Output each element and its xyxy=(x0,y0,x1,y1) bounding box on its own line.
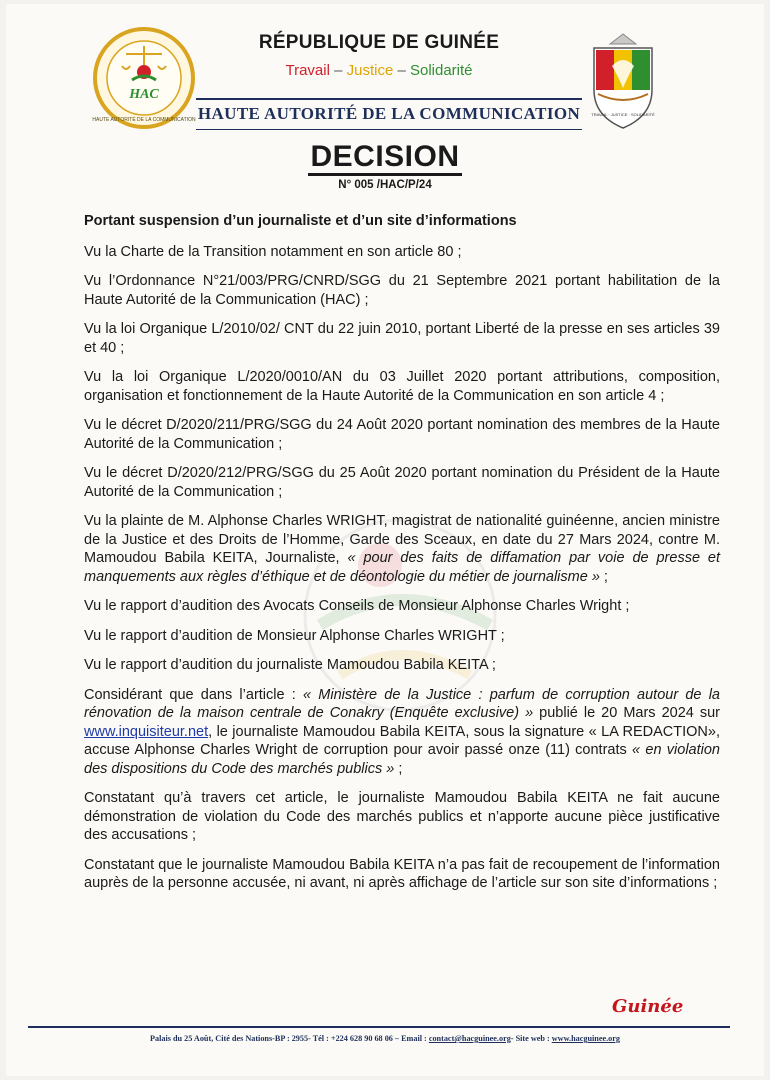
recital-charter: Vu la Charte de la Transition notamment en son article 80 ; xyxy=(84,243,462,260)
considering-end: ; xyxy=(394,760,403,777)
recital-organic-law: Vu la loi Organique L/2020/0010/AN du 03 Juillet 2020 portant attributions, composition, organisation et fonctionnement de la Haute Autorité de la Communication en son article 4 ; xyxy=(84,369,720,404)
considering-accusation: , le journaliste Mamoudou Babila KEITA, sous la signature « LA REDACTION», accuse Alphonse Charles Wright de corruption pour avoir passé onze (11) contrats xyxy=(84,723,720,758)
recital-ordinance: Vu l’Ordonnance N°21/003/PRG/CNRD/SGG du 21 Septembre 2021 portant habilitation de la Haute Autorité de la Communication (HAC) ; xyxy=(84,273,720,308)
considering-article xyxy=(84,686,720,779)
finding-no-evidence: Constatant qu’à travers cet article, le journaliste Mamoudou Babila KEITA ne fait aucune démonstration de violation du Code des marchés publics et n’apporte aucune pièce justificative des accusations ; xyxy=(84,790,720,843)
finding-no-crosscheck: Constatant que le journaliste Mamoudou Babila KEITA n’a pas fait de recoupement de l’information auprès de la personne accusée, ni avant, ni après affichage de l’article sur son site d’informations ; xyxy=(84,856,720,891)
motto-dash: – xyxy=(397,62,406,79)
footer-contact xyxy=(0,1034,770,1043)
motto-justice: Justice xyxy=(346,62,394,79)
motto-travail: Travail xyxy=(285,62,330,79)
recital-press-law: Vu la loi Organique L/2010/02/ CNT du 22 juin 2010, portant Liberté de la presse en ses articles 39 et 40 ; xyxy=(84,321,720,356)
footer-address: Palais du 25 Août, Cité des Nations-BP : 2955- Tél : +224 628 90 68 06 – Email : xyxy=(150,1034,429,1043)
decision-title-text: DECISION xyxy=(308,140,461,176)
violation-quote: « en violation des dispositions du Code des marchés publics » xyxy=(84,742,720,777)
national-motto xyxy=(196,62,562,79)
recital-complaint xyxy=(84,512,720,586)
motto-solidarite: Solidarité xyxy=(409,62,473,79)
motto-dash: – xyxy=(334,62,343,79)
decision-body xyxy=(84,212,720,904)
considering-text: Considérant que dans l’article : xyxy=(84,686,303,703)
footer-site-label: - Site web : xyxy=(510,1034,552,1043)
recital-report-keita: Vu le rapport d’audition du journaliste Mamoudou Babila KEITA ; xyxy=(84,657,496,673)
footer-email-link[interactable]: contact@hacguinee.org xyxy=(428,1034,511,1043)
inquisiteur-link[interactable]: www.inquisiteur.net xyxy=(84,723,209,740)
hac-logo-ring-text: HAUTE AUTORITÉ DE LA COMMUNICATION xyxy=(92,117,196,123)
hac-logo-text: HAC xyxy=(129,87,159,102)
republic-title: RÉPUBLIQUE DE GUINÉE xyxy=(258,32,500,53)
arms-motto: TRAVAIL · JUSTICE · SOLIDARITÉ xyxy=(591,112,655,117)
guinee-signature: Guinée xyxy=(612,996,684,1017)
hac-logo xyxy=(92,26,196,130)
header-rule xyxy=(196,98,582,100)
decision-number: N° 005 /HAC/P/24 xyxy=(338,179,432,191)
decision-subject: Portant suspension d’un journaliste et d’un site d’informations xyxy=(84,213,517,229)
considering-published: publié le 20 Mars 2024 sur xyxy=(533,705,720,721)
recital-decree-president: Vu le décret D/2020/212/PRG/SGG du 25 Août 2020 portant nomination du Président de la Haute Autorité de la Communication ; xyxy=(84,465,720,500)
recital-report-wright: Vu le rapport d’audition de Monsieur Alphonse Charles WRIGHT ; xyxy=(84,627,505,644)
article-title-quote: « Ministère de la Justice : parfum de corruption autour de la rénovation de la maison centrale de Conakry (Enquête exclusive) » xyxy=(84,686,720,721)
complaint-text: Vu la plainte de M. Alphonse Charles WRIGHT, magistrat de nationalité guinéenne, ancien ministre de la Justice et des Droits de l’Homme, Garde des Sceaux, en date du 27 Mars 2024, contre M. Mamoudou Babila KEITA, Journaliste, xyxy=(84,513,720,566)
authority-name: HAUTE AUTORITÉ DE LA COMMUNICATION xyxy=(197,104,581,123)
recital-decree-members: Vu le décret D/2020/211/PRG/SGG du 24 Août 2020 portant nomination des membres de la Haute Autorité de la Communication ; xyxy=(84,417,720,452)
complaint-end: ; xyxy=(599,568,608,585)
header-rule-thin xyxy=(196,129,582,130)
recital-report-lawyers: Vu le rapport d’audition des Avocats Conseils de Monsieur Alphonse Charles Wright ; xyxy=(84,598,630,614)
footer-site-link[interactable]: www.hacguinee.org xyxy=(551,1034,620,1043)
footer-rule xyxy=(28,1026,730,1028)
coat-of-arms xyxy=(584,30,662,134)
complaint-quote: « pour des faits de diffamation par voie de presse et manquements aux règles d’éthique et de déontologie du métier de journalisme » xyxy=(84,550,721,585)
decision-title xyxy=(0,140,770,174)
